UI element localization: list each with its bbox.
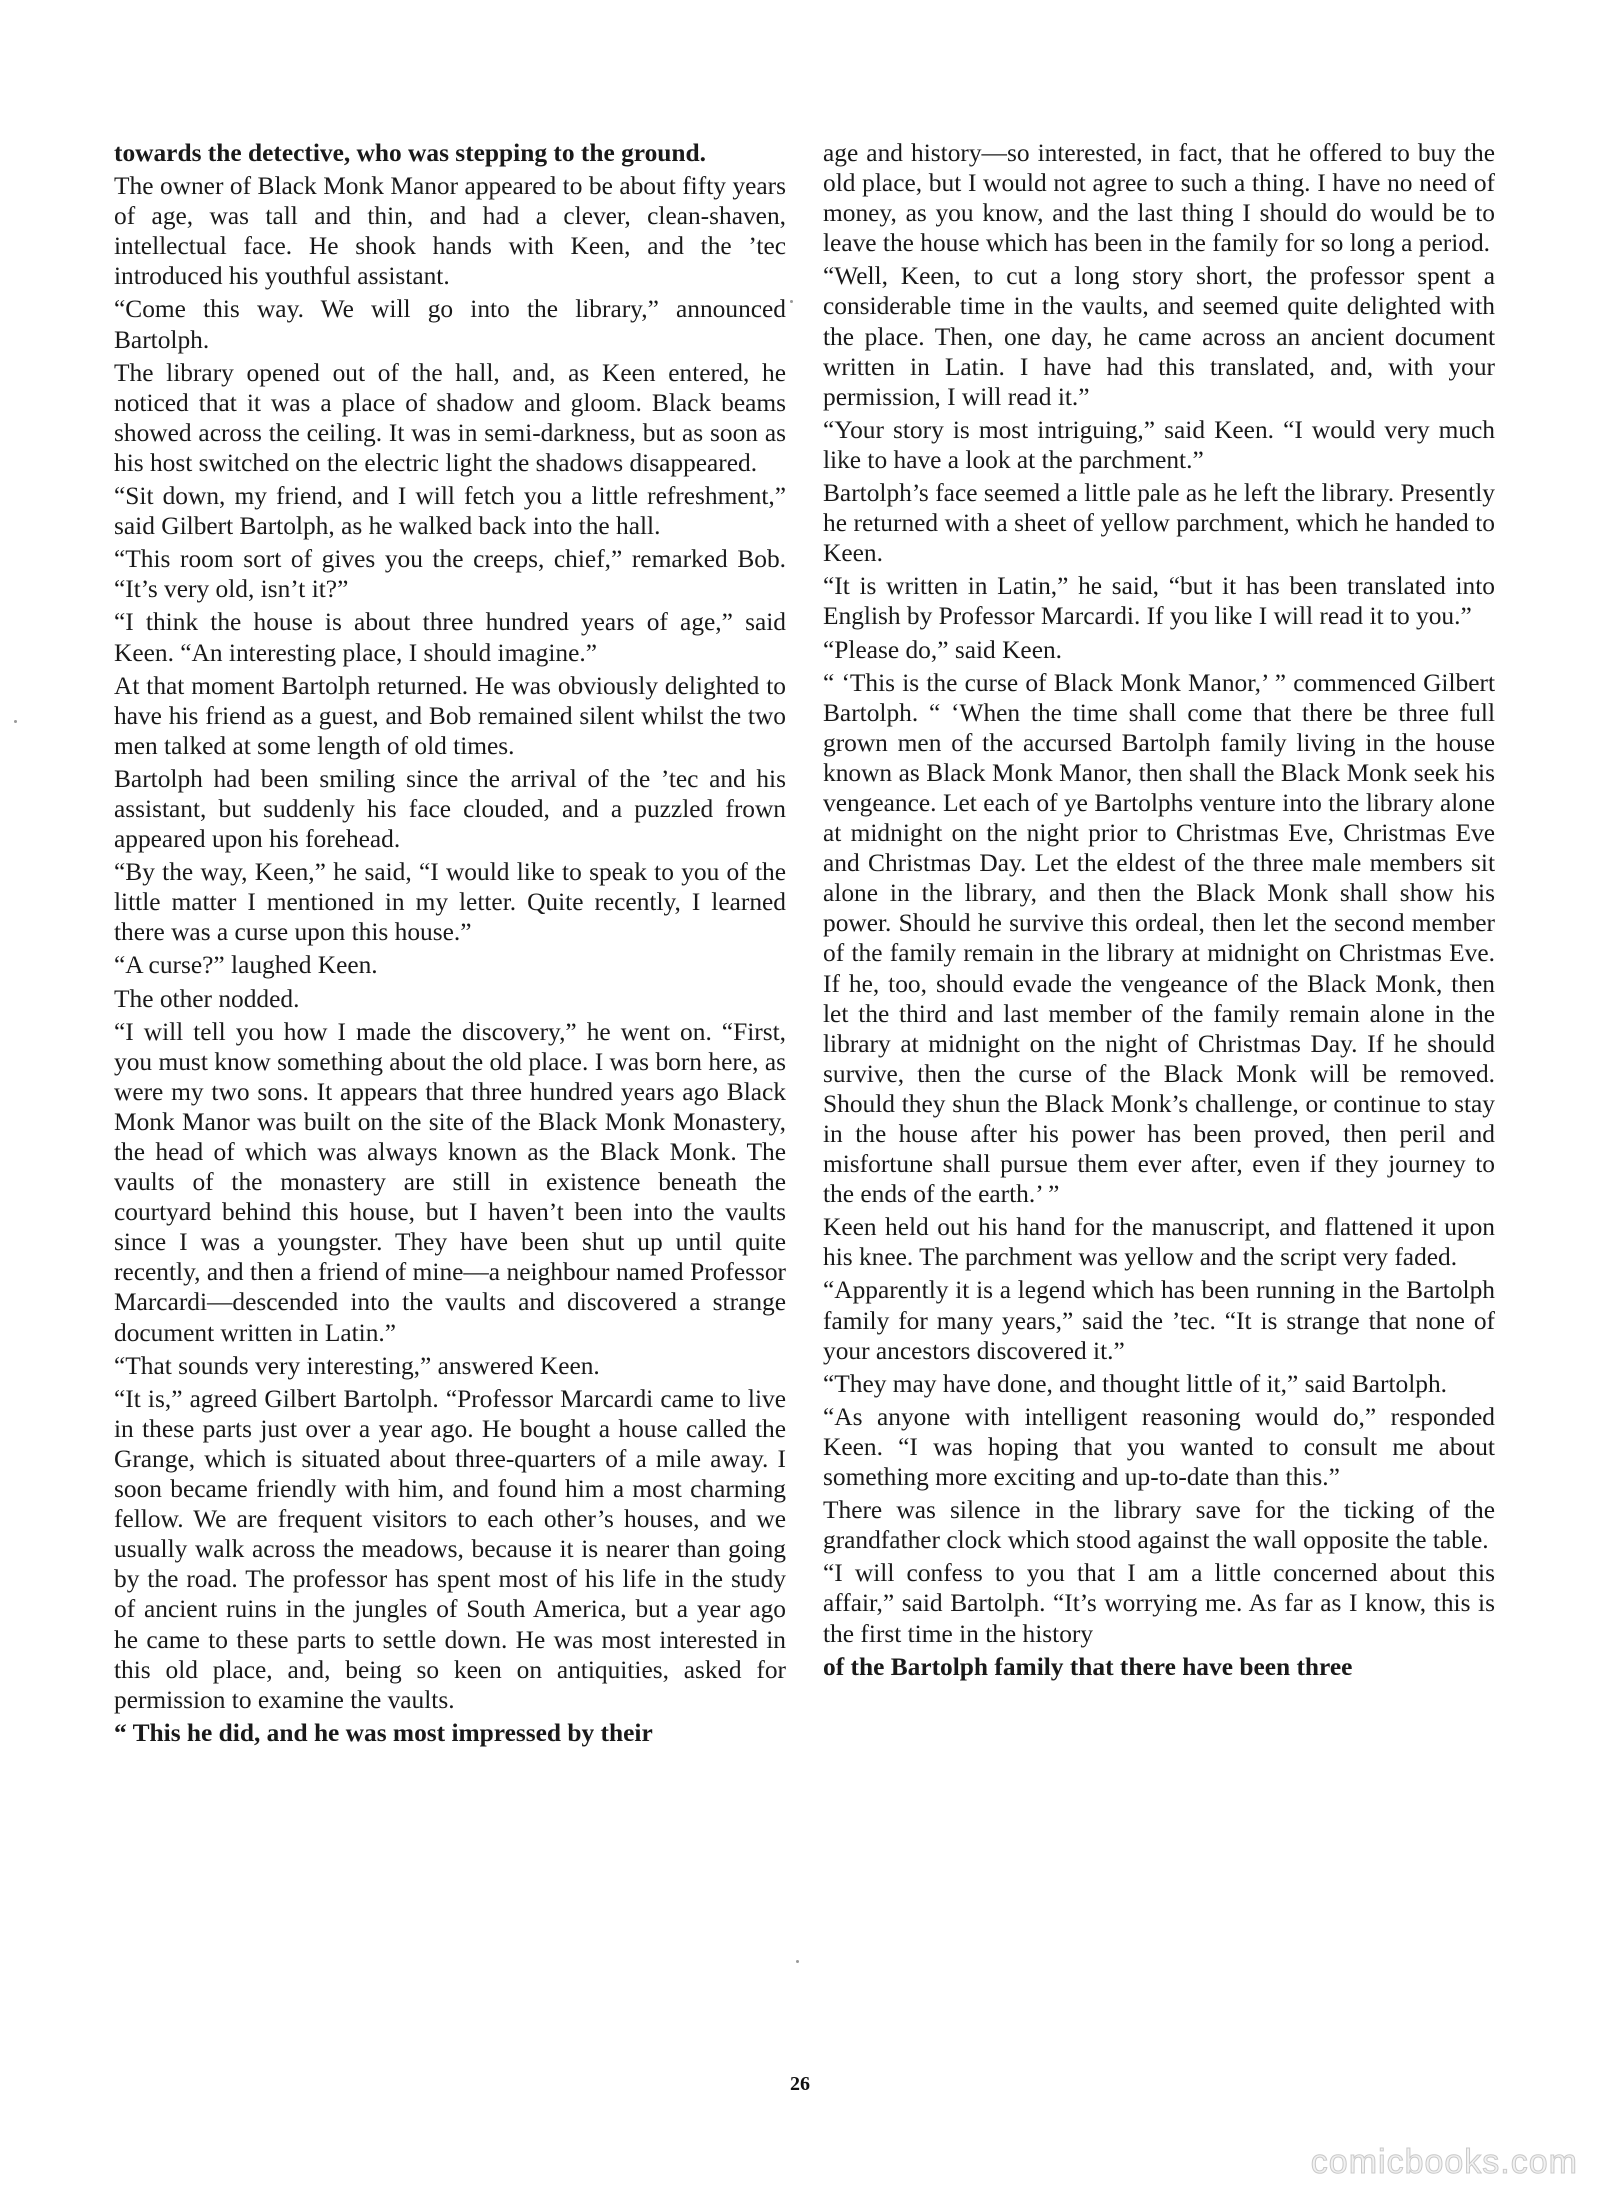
paragraph — [823, 668, 1495, 1210]
paragraph — [823, 261, 1495, 411]
paragraph — [114, 607, 786, 667]
paragraph — [114, 984, 786, 1014]
paragraph — [823, 1369, 1495, 1399]
paragraph — [823, 478, 1495, 568]
paper-speck — [14, 720, 17, 723]
left-column — [114, 138, 786, 2068]
paragraph — [823, 1495, 1495, 1555]
paragraph-lead-text: “ This he did, and he was most impressed by their — [114, 1718, 653, 1747]
paragraph-text: “It is,” agreed Gilbert Bartolph. “Professor Marcardi came to live in these parts just over a year ago. He bought a house called the Grange, which is situated about three-quarters of a mile away. I soon became friendly with him, and found him a most charming fellow. We are frequent visitors to each other’s houses, and we usually walk across the meadows, because it is nearer than going by the road. The professor has spent most of his life in the study of ancient ruins in the jungles of South America, but a year ago he came to these parts to settle down. He was most interested in this old place, and, being so keen on antiquities, asked for permission to examine the vaults. — [114, 1384, 786, 1714]
paragraph-text: The owner of Black Monk Manor appeared to be about fifty years of age, was tall and thin, and had a clever, clean-shaven, intellectual face. He shook hands with Keen, and the ’tec introduced his youthful assistant. — [114, 172, 786, 291]
paragraph — [114, 950, 786, 980]
paragraph-text: age and history—so interested, in fact, that he offered to buy the old place, but I would not agree to such a thing. I have no need of money, as you know, and the last thing I should do would be to leave the house which has been in the family for so long a period. — [823, 139, 1495, 258]
paragraph-text: At that moment Bartolph returned. He was obviously delighted to have his friend as a guest, and Bob remained silent whilst the two men talked at some length of old times. — [114, 671, 786, 760]
paragraph — [114, 1718, 786, 1748]
page-number: 26 — [790, 2073, 810, 2095]
paper-speck — [790, 300, 793, 303]
paragraph-text: “ ‘This is the curse of Black Monk Manor,’ ” commenced Gilbert Bartolph. “ ‘When the time shall come that there be three full grown men of the accursed Bartolph family living in the house known as Black Monk Manor, then shall the Black Monk seek his vengeance. Let each of ye Bartolphs venture into the library alone at midnight on the night prior to Christmas Eve, Christmas Eve and Christmas Day. Let the eldest of the three male members sit alone in the library, and then the Black Monk shall show his power. Should he survive this ordeal, then let the second member of the family remain in the library at midnight on Christmas Eve. If he, too, should evade the vengeance of the Black Monk, then let the third and last member of the family remain alone in the library at midnight on the night of Christmas Day. If he should survive, then the curse of the Black Monk will be removed. Should they shun the Black Monk’s challenge, or continue to stay in the house after his power has been proved, then peril and misfortune shall pursue them ever after, even if they journey to the ends of the earth.’ ” — [823, 668, 1495, 1209]
paragraph-text: There was silence in the library save for the ticking of the grandfather clock which stood against the wall opposite the table. — [823, 1496, 1495, 1555]
paragraph-text: “Apparently it is a legend which has been running in the Bartolph family for many years,” said the ’tec. “It is strange that none of your ancestors discovered it.” — [823, 1276, 1495, 1365]
paragraph — [114, 1351, 786, 1381]
paragraph — [114, 764, 786, 854]
paragraph — [114, 171, 786, 291]
paragraph-text: “I think the house is about three hundred years of age,” said Keen. “An interesting place, I should imagine.” — [114, 608, 786, 667]
right-column — [823, 138, 1495, 2068]
paragraph — [823, 1402, 1495, 1492]
paragraph-text: Bartolph had been smiling since the arrival of the ’tec and his assistant, but suddenly his face clouded, and a puzzled frown appeared upon his forehead. — [114, 764, 786, 854]
paragraph — [823, 571, 1495, 631]
paragraph-text: “Your story is most intriguing,” said Keen. “I would very much like to have a look at the parchment.” — [823, 415, 1495, 474]
paragraph-text: “Well, Keen, to cut a long story short, the professor spent a considerable time in the vaults, and seemed quite delighted with the place. Then, one day, he came across an ancient document written in Latin. I have had this translated, and, with your permission, I will read it.” — [823, 262, 1495, 411]
paragraph — [823, 138, 1495, 258]
paragraph — [114, 1384, 786, 1715]
paragraph — [823, 1652, 1495, 1682]
paragraph-text: “I will tell you how I made the discovery,” he went on. “First, you must know something about the old place. I was born here, as were my two sons. It appears that three hundred years ago Black Monk Manor was built on the site of the Black Monk Monastery, the head of which was always known as the Black Monk. The vaults of the monastery are still in existence beneath the courtyard behind this house, but I haven’t been into the vaults since I was a youngster. They have been shut up until quite recently, and then a friend of mine—a neighbour named Professor Marcardi—descended into the vaults and discovered a strange document written in Latin.” — [114, 1017, 786, 1347]
paragraph-text: “That sounds very interesting,” answered Keen. — [114, 1351, 600, 1380]
paragraph-text: “They may have done, and thought little of it,” said Bartolph. — [823, 1369, 1448, 1398]
paragraph-text: “Please do,” said Keen. — [823, 635, 1063, 664]
paragraph — [114, 294, 786, 354]
paragraph — [823, 1212, 1495, 1272]
paragraph — [114, 481, 786, 541]
paragraph — [823, 415, 1495, 475]
paragraph — [114, 138, 786, 168]
paragraph-text: “This room sort of gives you the creeps, chief,” remarked Bob. “It’s very old, isn’t it?” — [114, 545, 786, 604]
paragraph-text: The library opened out of the hall, and, as Keen entered, he noticed that it was a place of shadow and gloom. Black beams showed across the ceiling. It was in semi-darkness, but as soon as his host switched on the electric light the shadows disappeared. — [114, 358, 786, 477]
paragraph-text: Bartolph’s face seemed a little pale as he left the library. Presently he returned with a sheet of yellow parchment, which he handed to Keen. — [823, 479, 1495, 568]
paragraph — [823, 1275, 1495, 1365]
paragraph — [823, 1558, 1495, 1648]
paragraph — [114, 544, 786, 604]
paragraph-text: “As anyone with intelligent reasoning would do,” responded Keen. “I was hoping that you wanted to consult me about something more exciting and up-to-date than this.” — [823, 1402, 1495, 1492]
paragraph-lead-text: of the Bartolph family that there have been three — [823, 1652, 1353, 1681]
paragraph-text: “I will confess to you that I am a little concerned about this affair,” said Bartolph. “It’s worrying me. As far as I know, this is the first time in the history — [823, 1559, 1495, 1648]
paragraph-text: Keen held out his hand for the manuscript, and flattened it upon his knee. The parchment was yellow and the script very faded. — [823, 1213, 1495, 1272]
paragraph-text: “A curse?” laughed Keen. — [114, 951, 378, 980]
paragraph-text: “Sit down, my friend, and I will fetch you a little refreshment,” said Gilbert Bartolph, as he walked back into the hall. — [114, 482, 786, 541]
paragraph-text: “By the way, Keen,” he said, “I would like to speak to you of the little matter I mentioned in my letter. Quite recently, I learned there was a curse upon this house.” — [114, 858, 786, 947]
paragraph — [114, 857, 786, 947]
watermark: comicbooks.com — [1310, 2143, 1578, 2181]
paragraph-lead-text: towards the detective, who was stepping to the ground. — [114, 139, 706, 167]
paragraph — [823, 635, 1495, 665]
paragraph-text: “Come this way. We will go into the library,” announced Bartolph. — [114, 295, 786, 354]
paragraph — [114, 671, 786, 761]
paragraph-text: “It is written in Latin,” he said, “but it has been translated into English by Professor Marcardi. If you like I will read it to you.” — [823, 572, 1495, 631]
paragraph-text: The other nodded. — [114, 984, 300, 1013]
paragraph — [114, 358, 786, 478]
paper-speck — [796, 1960, 799, 1963]
paragraph — [114, 1017, 786, 1348]
